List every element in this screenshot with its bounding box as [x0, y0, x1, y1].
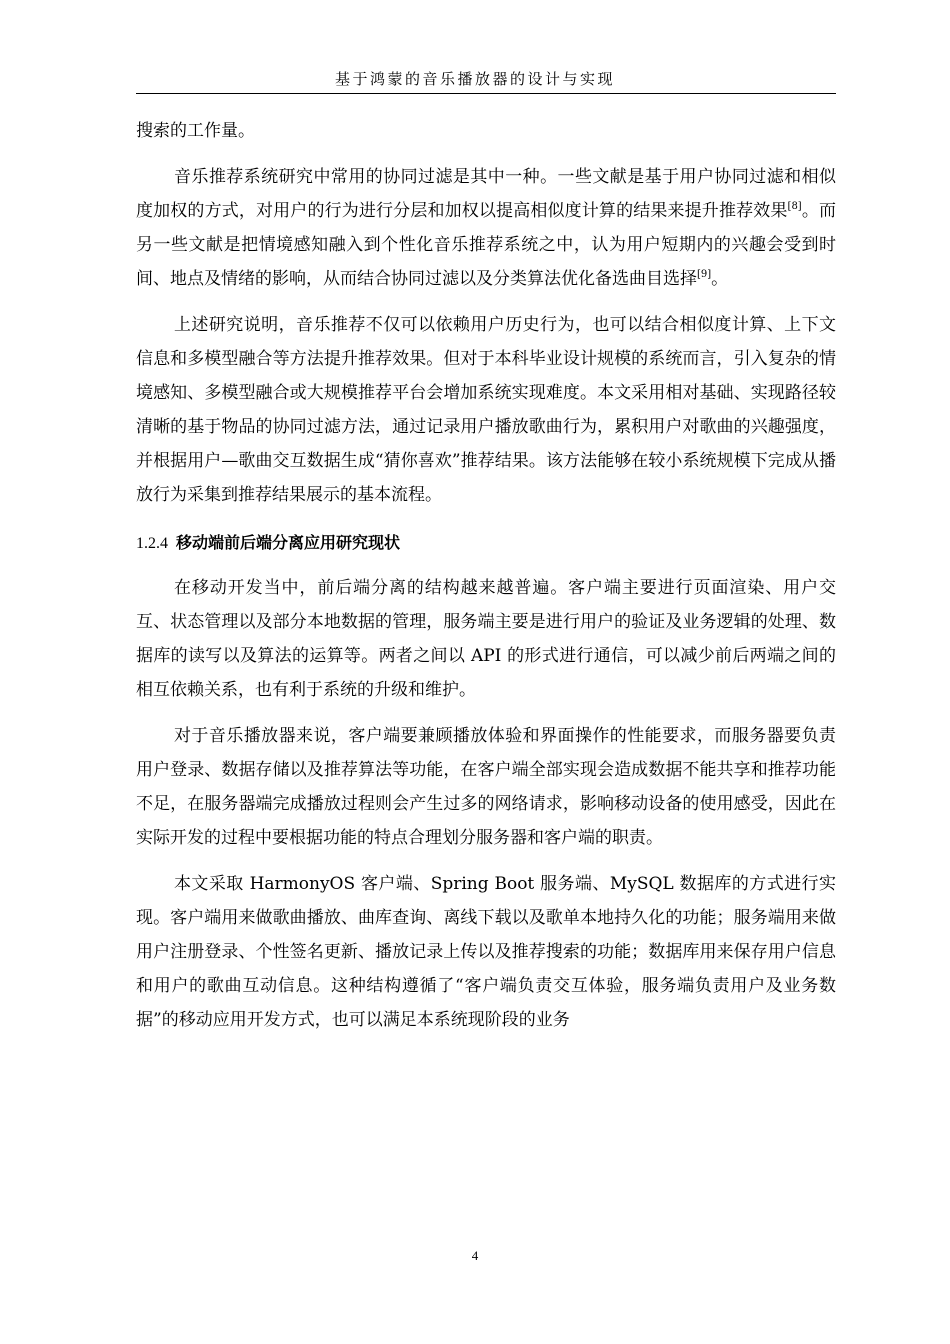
section-heading	[136, 526, 836, 561]
paragraph-text: 。而另一些文献是把情境感知融入到个性化音乐推荐系统之中，认为用户短期内的兴趣会受到时间、地点及情绪的影响，从而结合协同过滤以及分类算法优化备选曲目选择	[136, 201, 837, 289]
paragraph-text: 。	[711, 269, 729, 289]
citation-9: [9]	[697, 269, 712, 280]
paragraph-music-player: 对于音乐播放器来说，客户端要兼顾播放体验和界面操作的性能要求，而服务器要负责用户登录、数据存储以及推荐算法等功能，在客户端全部实现会造成数据不能共享和推荐功能不足，在服务器端完成播放过程则会产生过多的网络请求，影响移动设备的使用感受，因此在实际开发的过程中要根据功能的特点合理划分服务器和客户端的职责。	[136, 726, 836, 848]
paragraph-continuation: 搜索的工作量。	[136, 121, 255, 141]
citation-8: [8]	[787, 201, 802, 212]
header-rule	[136, 93, 836, 94]
paragraph-collaborative-filtering	[136, 160, 836, 296]
section-number: 1.2.4	[136, 535, 168, 552]
paragraph-research-summary: 上述研究说明，音乐推荐不仅可以依赖用户历史行为，也可以结合相似度计算、上下文信息和多模型融合等方法提升推荐效果。但对于本科毕业设计规模的系统而言，引入复杂的情境感知、多模型融合或大规模推荐平台会增加系统实现难度。本文采用相对基础、实现路径较清晰的基于物品的协同过滤方法，通过记录用户播放歌曲行为，累积用户对歌曲的兴趣强度，并根据用户—歌曲交互数据生成“猜你喜欢”推荐结果。该方法能够在较小系统规模下完成从播放行为采集到推荐结果展示的基本流程。	[136, 315, 836, 505]
section-title: 移动端前后端分离应用研究现状	[176, 533, 401, 552]
paragraph-frontend-backend: 在移动开发当中，前后端分离的结构越来越普遍。客户端主要进行页面渲染、用户交互、状态管理以及部分本地数据的管理，服务端主要是进行用户的验证及业务逻辑的处理、数据库的读写以及算法的运算等。两者之间以 API 的形式进行通信，可以减少前后两端之间的相互依赖关系，也有利于系统的升级和维护。	[136, 578, 836, 700]
paragraph-text: 音乐推荐系统研究中常用的协同过滤是其中一种。一些文献是基于用户协同过滤和相似度加权的方式，对用户的行为进行分层和加权以提高相似度计算的结果来提升推荐效果	[136, 167, 836, 221]
running-header: 基于鸿蒙的音乐播放器的设计与实现	[334, 70, 615, 88]
page-body	[136, 114, 836, 1037]
paragraph-architecture: 本文采取 HarmonyOS 客户端、Spring Boot 服务端、MySQL 数据库的方式进行实现。客户端用来做歌曲播放、曲库查询、离线下载以及歌单本地持久化的功能；服务端用来做用户注册登录、个性签名更新、播放记录上传以及推荐搜索的功能；数据库用来保存用户信息和用户的歌曲互动信息。这种结构遵循了“客户端负责交互体验，服务端负责用户及业务数据”的移动应用开发方式，也可以满足本系统现阶段的业务	[136, 874, 836, 1030]
page-number: 4	[471, 1248, 479, 1263]
